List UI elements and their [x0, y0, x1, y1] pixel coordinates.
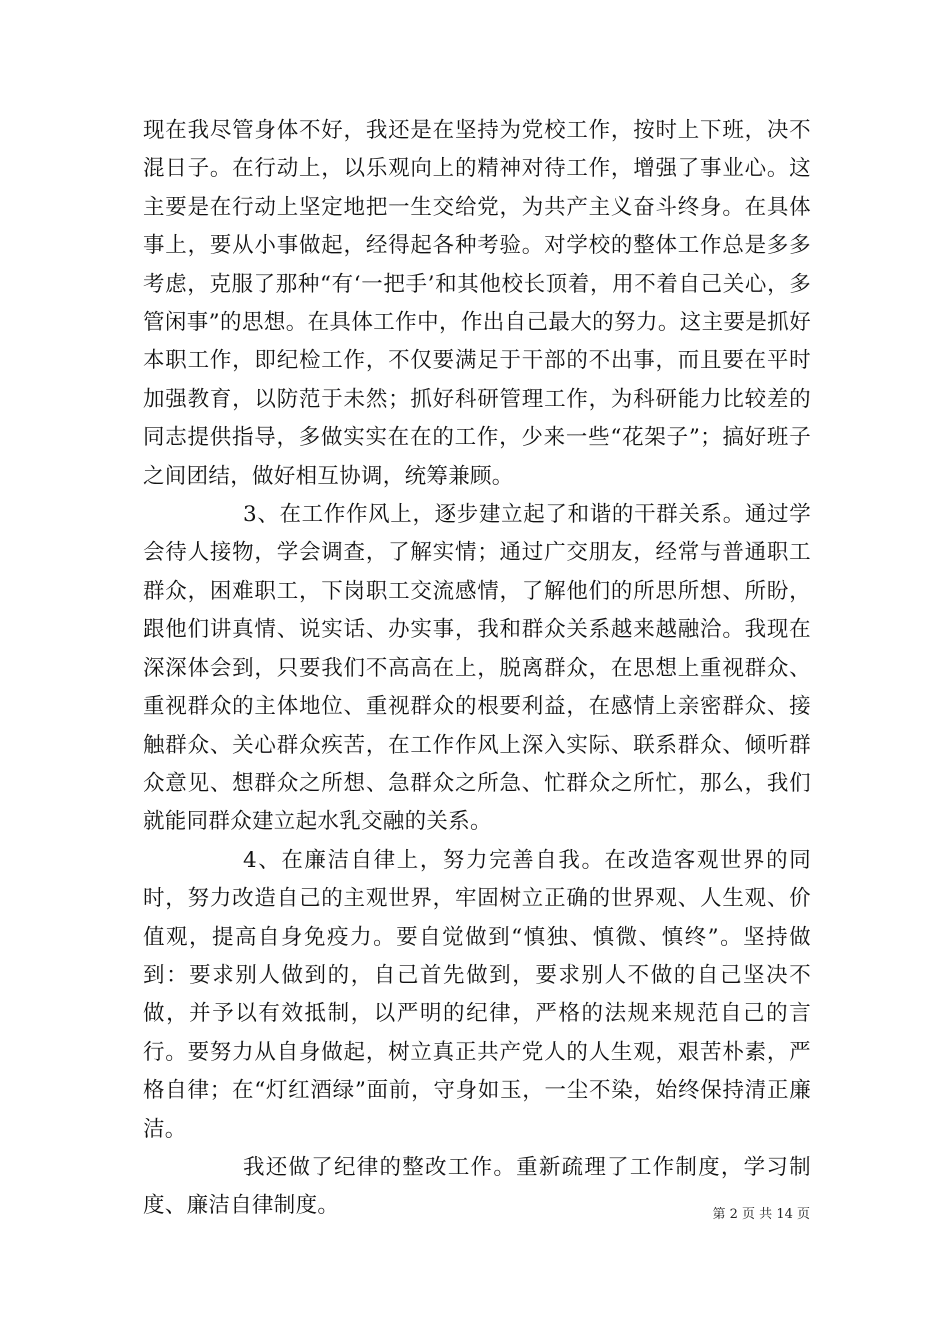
paragraph-self-discipline: 4、在廉洁自律上，努力完善自我。在改造客观世界的同时，努力改造自己的主观世界，牢固树立正确的世界观、人生观、价值观，提高自身免疫力。要自觉做到“慎独、慎微、慎终”。坚持做到：要求别人做到的，自己首先做到，要求别人不做的自己坚决不做，并予以有效抵制，以严明的纪律，严格的法规来规范自己的言行。要努力从自身做起，树立真正共产党人的人生观，艰苦朴素，严格自律；在“灯红酒绿”面前，守身如玉，一尘不染，始终保持清正廉洁。: [143, 847, 811, 1142]
paragraph-continuation: 现在我尽管身体不好，我还是在坚持为党校工作，按时上下班，决不混日子。在行动上，以乐观向上的精神对待工作，增强了事业心。这主要是在行动上坚定地把一生交给党，为共产主义奋斗终身。在具体事上，要从小事做起，经得起各种考验。对学校的整体工作总是多多考虑，克服了那种“有‘一把手’和其他校长顶着，用不着自己关心，多管闲事”的思想。在具体工作中，作出自己最大的努力。这主要是抓好本职工作，即纪检工作，不仅要满足于干部的不出事，而且要在平时加强教育，以防范于未然；抓好科研管理工作，为科研能力比较差的同志提供指导，多做实实在在的工作，少来一些“花架子”；搞好班子之间团结，做好相互协调，统筹兼顾。: [143, 118, 811, 489]
document-body: [143, 112, 811, 1226]
paragraph-work-style: 3、在工作作风上，逐步建立起了和谐的干群关系。通过学会待人接物，学会调查，了解实情；通过广交朋友，经常与普通职工群众，困难职工，下岗职工交流感情，了解他们的所思所想、所盼，跟他们讲真情、说实话、办实事，我和群众关系越来越融洽。我现在深深体会到，只要我们不高高在上，脱离群众，在思想上重视群众、重视群众的主体地位、重视群众的根要利益，在感情上亲密群众、接触群众、关心群众疾苦，在工作作风上深入实际、联系群众、倾听群众意见、想群众之所想、急群众之所急、忙群众之所忙，那么，我们就能同群众建立起水乳交融的关系。: [143, 502, 811, 835]
paragraph-rectification: 我还做了纪律的整改工作。重新疏理了工作制度，学习制度、廉洁自律制度。: [143, 1154, 811, 1219]
page-number: 第 2 页 共 14 页: [712, 1207, 810, 1222]
